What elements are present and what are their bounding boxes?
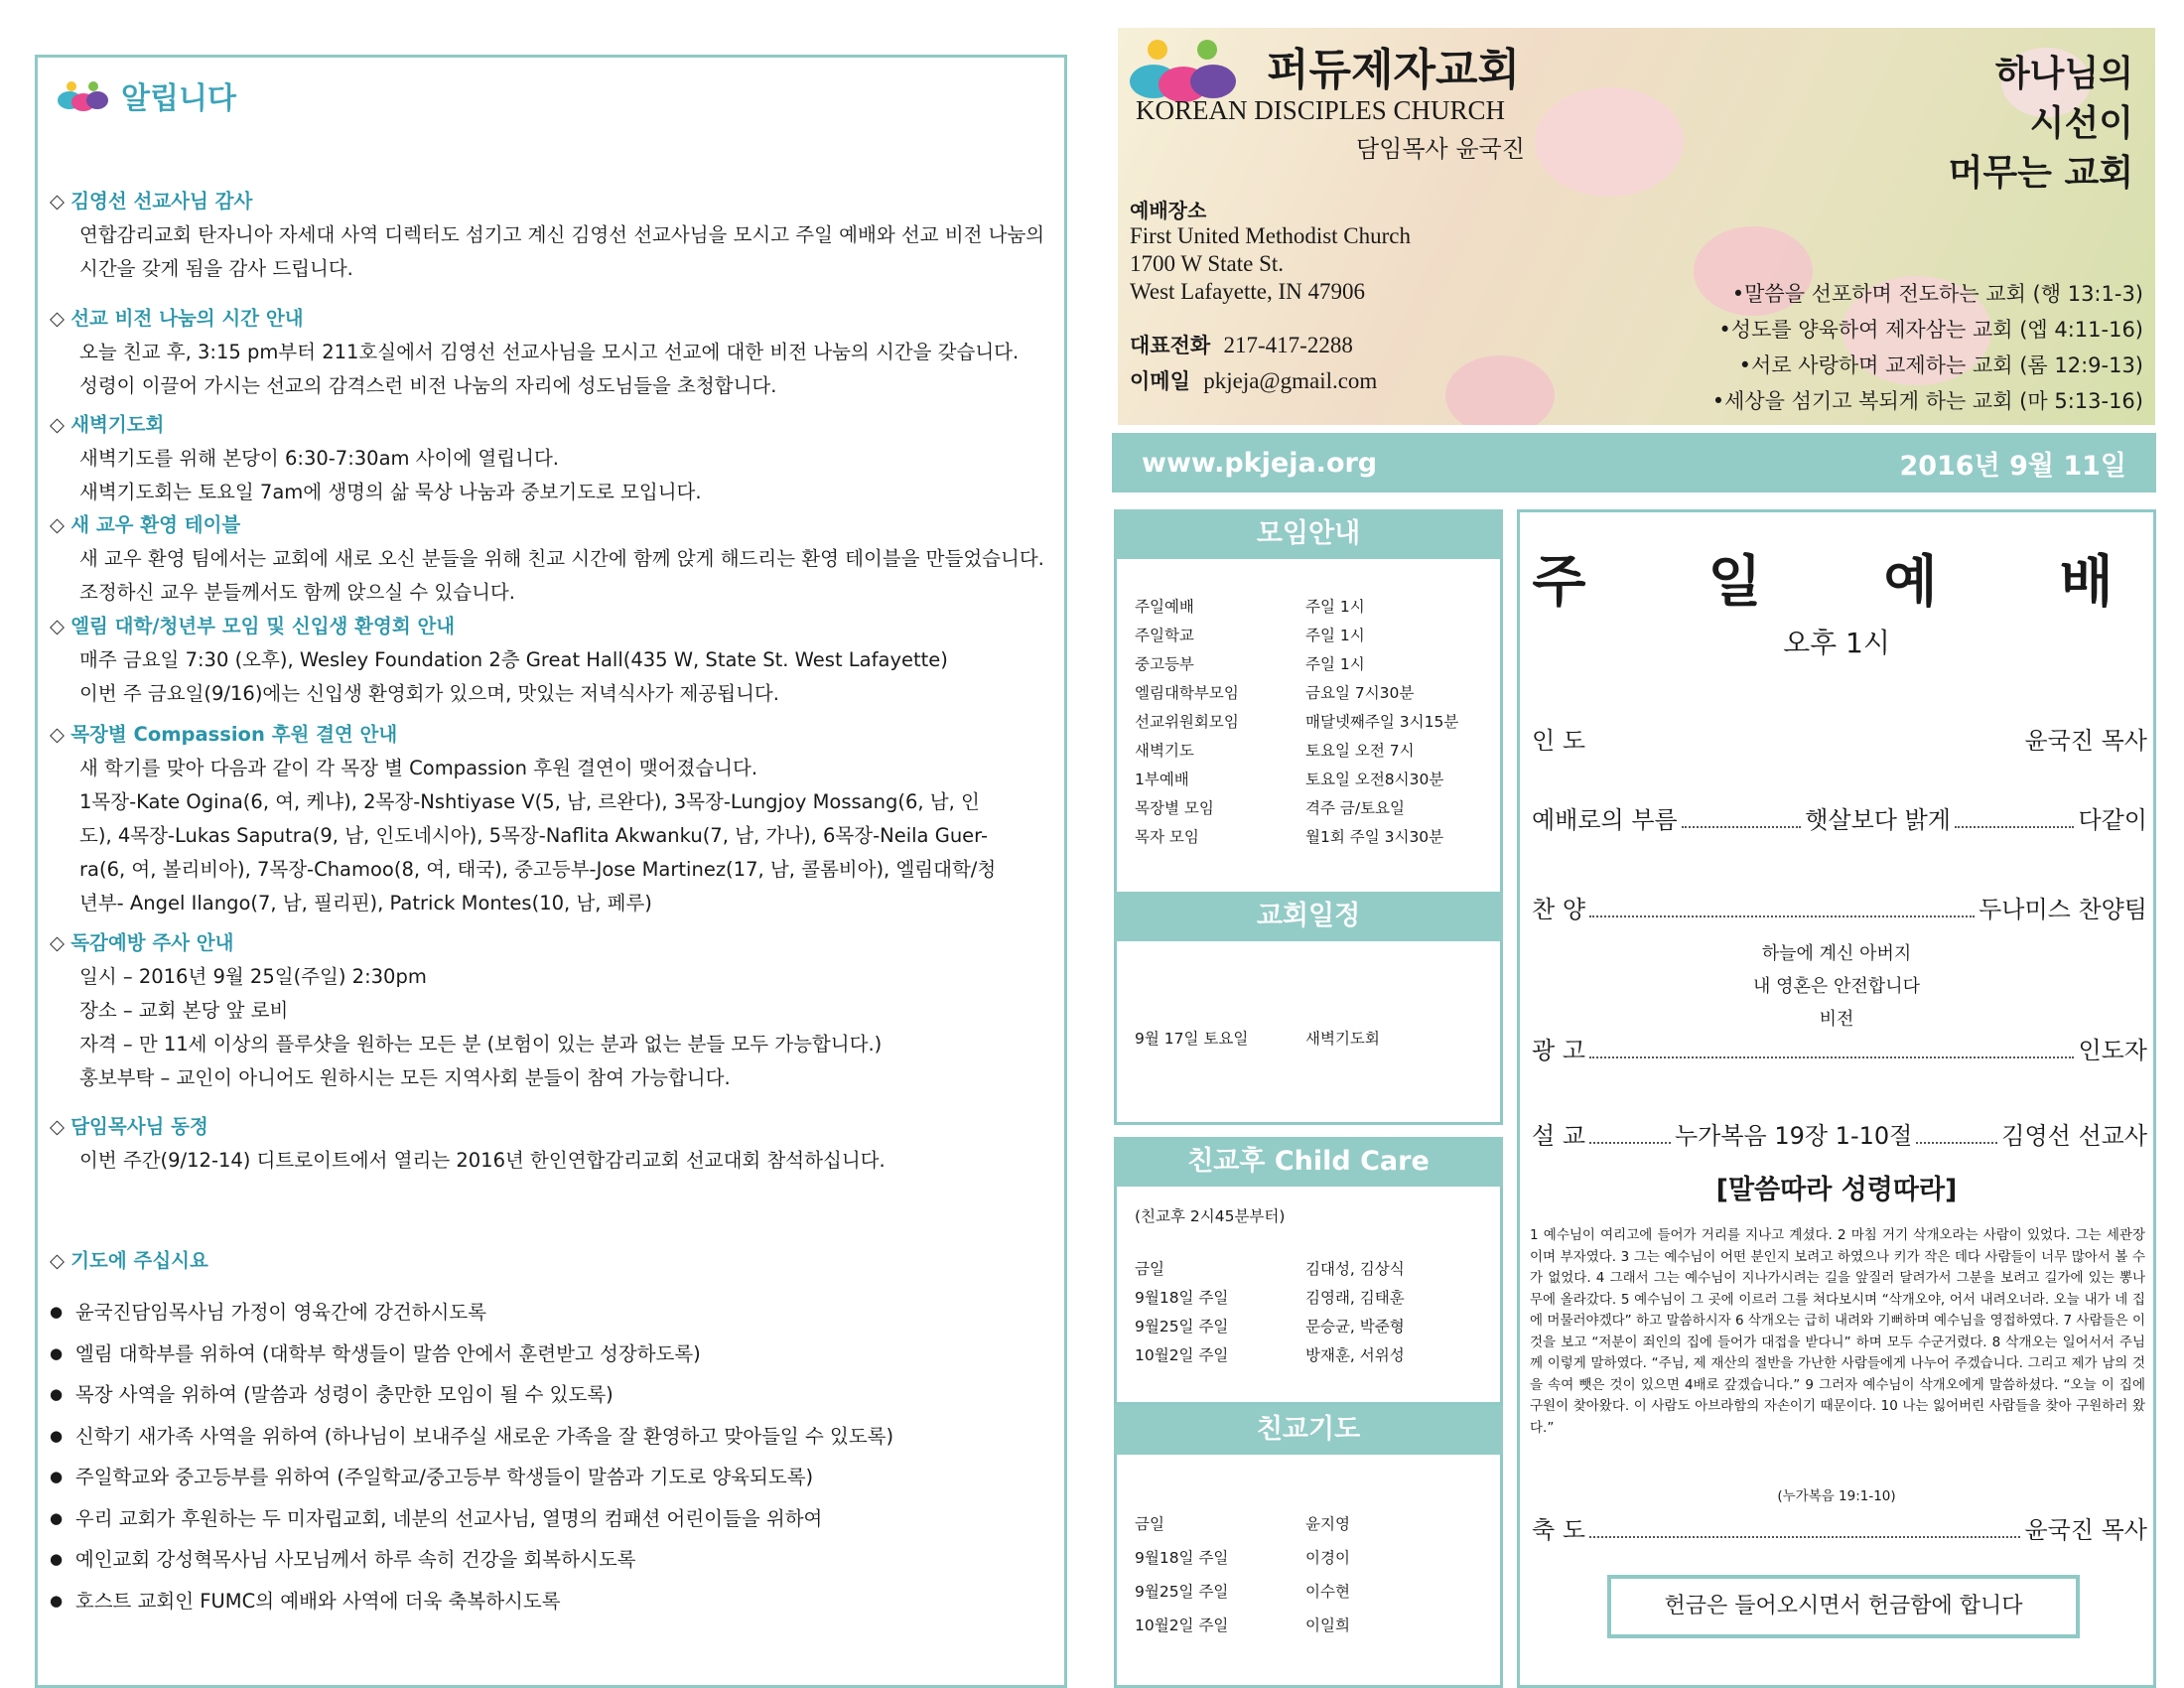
- email-address[interactable]: pkjeja@gmail.com: [1203, 368, 1378, 393]
- venue-label: 예배장소: [1130, 199, 1207, 222]
- meeting-row-label: 엘림대학부모임: [1135, 683, 1239, 702]
- meeting-row-label: 중고등부: [1135, 654, 1194, 673]
- church-logo-icon: [56, 78, 109, 112]
- section-body-line: 장소 – 교회 본당 앞 로비: [79, 999, 289, 1022]
- section-body-line: 연합감리교회 탄자니아 자세대 사역 디렉터도 섬기고 계신 김영선 선교사님을 모시고 주일 예배와 선교 비전 나눔의: [79, 223, 1045, 246]
- motto-line: •서로 사랑하며 교제하는 교회 (롬 12:9-13): [1738, 353, 2143, 377]
- prayer-item: ● 주일학교와 중고등부를 위하여 (주일학교/중고등부 학생들이 말씀과 기도로 양육되도록): [50, 1457, 1052, 1498]
- mottos: [1712, 276, 2143, 419]
- meeting-row-label: 주일학교: [1135, 626, 1194, 644]
- meeting-row: [1117, 764, 1500, 792]
- song-list: [1520, 937, 2153, 1036]
- venue-line: First United Methodist Church: [1130, 223, 1412, 248]
- meeting-row-label: 주일예배: [1135, 597, 1194, 616]
- section-title: ◇ 새벽기도회: [50, 408, 1052, 442]
- leader-name: 윤국진 목사: [2024, 727, 2147, 755]
- phone-label: 대표전화: [1130, 334, 1211, 357]
- phone-number: 217-417-2288: [1223, 333, 1353, 357]
- sermon-text: 누가복음 19장 1-10절: [1674, 1122, 1913, 1150]
- meeting-row-value: 주일 1시: [1305, 626, 1365, 644]
- blessing-by: 윤국진 목사: [2024, 1516, 2147, 1544]
- section-body-line: ra(6, 여, 볼리비아), 7목장-Chamoo(8, 여, 태국), 중고등부-Jose Martinez(17, 남, 콜롬비아), 엘림대학/청: [79, 858, 997, 881]
- bulletin-date: 2016년 9월 11일: [1899, 450, 2126, 482]
- worship-order-panel: [1517, 509, 2156, 1688]
- section-body-line: 1목장-Kate Ogina(6, 여, 케냐), 2목장-Nshtiyase V(5, 남, 르완다), 3목장-Lungjoy Mossang(6, 남, 인: [79, 790, 980, 813]
- church-name-ko: 퍼듀제자교회: [1267, 45, 1521, 95]
- section-body-line: 홍보부탁 – 교인이 아니어도 원하시는 모든 지역사회 분들이 참여 가능합니다.: [79, 1066, 731, 1089]
- childcare-row: [1117, 1253, 1500, 1282]
- call-text: 햇살보다 밝게: [1805, 806, 1951, 834]
- fellowship-prayer-row: [1117, 1608, 1500, 1641]
- meeting-row-value: 주일 1시: [1305, 597, 1365, 616]
- song-item: 내 영혼은 안전합니다: [1753, 976, 1920, 997]
- announcement-section: [50, 610, 1052, 711]
- prayer-item: ● 신학기 새가족 사역을 위하여 (하나님이 보내주실 새로운 가족을 잘 환영하고 맞아들일 수 있도록): [50, 1416, 1052, 1458]
- fellowship-prayer-row-label: 9월25일 주일: [1135, 1583, 1229, 1601]
- schedule-row: [1117, 1023, 1500, 1052]
- sermon-title: [말씀따라 성령따라]: [1715, 1175, 1958, 1205]
- announcement-section: [50, 926, 1052, 1095]
- announcement-section: [50, 302, 1052, 403]
- section-body-line: 일시 – 2016년 9월 25일(주일) 2:30pm: [79, 965, 427, 988]
- motto-line: •말씀을 선포하며 전도하는 교회 (행 13:1-3): [1731, 282, 2143, 306]
- schedule-panel: [1114, 892, 1503, 1125]
- slogan-line: 머무는 교회: [1948, 153, 2133, 194]
- announcements-title: 알립니다: [121, 81, 236, 116]
- fellowship-prayer-row-label: 9월18일 주일: [1135, 1549, 1229, 1567]
- order-sermon: [1532, 1116, 2147, 1151]
- slogan-line: 하나님의: [1994, 54, 2133, 94]
- meeting-row: [1117, 821, 1500, 850]
- fellowship-prayer-row-value: 윤지영: [1305, 1515, 1350, 1533]
- motto-line: •성도를 양육하여 제자삼는 교회 (엡 4:11-16): [1718, 318, 2143, 342]
- meeting-row: [1117, 735, 1500, 764]
- childcare-note: (친교후 2시45분부터): [1135, 1206, 1286, 1225]
- section-body-line: 새 학기를 맞아 다음과 같이 각 목장 별 Compassion 후원 결연이 맺어졌습니다.: [79, 757, 758, 779]
- childcare-row: [1117, 1282, 1500, 1311]
- meeting-row-label: 목자 모임: [1135, 827, 1199, 846]
- scripture-reference: (누가복음 19:1-10): [1777, 1488, 1896, 1504]
- meeting-row-value: 금요일 7시30분: [1305, 683, 1415, 702]
- fellowship-prayer-row: [1117, 1574, 1500, 1608]
- slogan-line: 시선이: [2029, 103, 2133, 144]
- church-header: [1118, 28, 2155, 425]
- announcement-section: [50, 508, 1052, 610]
- prayer-item: ● 우리 교회가 후원하는 두 미자립교회, 네분의 선교사님, 열명의 컴패션 어린이들을 위하여: [50, 1498, 1052, 1540]
- sermon-by: 김영선 선교사: [2001, 1122, 2148, 1150]
- worship-time: 오후 1시: [1783, 627, 1890, 659]
- section-title: ◇ 김영선 선교사님 감사: [50, 185, 1052, 218]
- fellowship-prayer-row-value: 이경이: [1305, 1549, 1350, 1567]
- ann-by: 인도자: [2078, 1037, 2147, 1064]
- fellowship-prayer-row-value: 이수현: [1305, 1583, 1350, 1601]
- meetings-panel: [1114, 509, 1503, 940]
- meeting-row: [1117, 648, 1500, 677]
- childcare-row-label: 금일: [1135, 1259, 1164, 1278]
- prayer-list: [50, 1244, 1052, 1621]
- meeting-row-value: 격주 금/토요일: [1305, 798, 1405, 817]
- announcements-header: [56, 73, 236, 117]
- meeting-row: [1117, 706, 1500, 735]
- sermon-label: 설 교: [1532, 1122, 1585, 1150]
- song-item: 하늘에 계신 아버지: [1761, 943, 1912, 964]
- meeting-row: [1117, 677, 1500, 706]
- prayer-item: ● 목장 사역을 위하여 (말씀과 성령이 충만한 모임이 될 수 있도록): [50, 1374, 1052, 1416]
- meeting-row-value: 토요일 오전8시30분: [1305, 770, 1444, 788]
- section-body-line: 시간을 갖게 됨을 감사 드립니다.: [79, 257, 353, 280]
- meeting-row-value: 월1회 주일 3시30분: [1305, 827, 1444, 846]
- blessing-label: 축 도: [1532, 1516, 1585, 1544]
- fellowship-prayer-row: [1117, 1506, 1500, 1540]
- childcare-row-value: 문승균, 박준형: [1305, 1317, 1405, 1336]
- childcare-panel: [1114, 1137, 1503, 1405]
- venue-line: West Lafayette, IN 47906: [1130, 279, 1366, 304]
- childcare-row-label: 9월25일 주일: [1135, 1317, 1229, 1336]
- call-by: 다같이: [2078, 806, 2147, 834]
- childcare-row-value: 김영래, 김태훈: [1305, 1288, 1405, 1307]
- announcement-section: [50, 185, 1052, 286]
- childcare-row: [1117, 1339, 1500, 1368]
- section-title: ◇ 독감예방 주사 안내: [50, 926, 1052, 960]
- motto-line: •세상을 섬기고 복되게 하는 교회 (마 5:13-16): [1711, 389, 2143, 413]
- fellowship-prayer-row-label: 10월2일 주일: [1135, 1617, 1229, 1634]
- order-announcements: [1532, 1031, 2147, 1065]
- announcements-panel: [35, 55, 1067, 1688]
- announcement-section: [50, 718, 1052, 920]
- song-item: 비전: [1819, 1009, 1854, 1030]
- worship-title: 주 일 예 배: [1532, 550, 2141, 615]
- fellowship-prayer-row: [1117, 1540, 1500, 1574]
- section-body-line: 이번 주 금요일(9/16)에는 신입생 환영회가 있으며, 맛있는 저녁식사가 제공됩니다.: [79, 682, 779, 705]
- section-body-line: 성령이 이끌어 가시는 선교의 감격스런 비전 나눔의 자리에 성도님들을 초청합니다.: [79, 374, 777, 397]
- meeting-row-value: 토요일 오전 7시: [1305, 741, 1415, 760]
- order-praise: [1532, 890, 2147, 924]
- childcare-title: 친교후 Child Care: [1114, 1137, 1503, 1187]
- childcare-row-value: 김대성, 김상식: [1305, 1259, 1405, 1278]
- section-body-line: 오늘 친교 후, 3:15 pm부터 211호실에서 김영선 선교사님을 모시고 선교에 대한 비전 나눔의 시간을 갖습니다.: [79, 341, 1020, 363]
- fellowship-prayer-row-label: 금일: [1135, 1515, 1164, 1533]
- order-leader: [1532, 721, 2147, 756]
- meeting-row-label: 1부예배: [1135, 770, 1189, 788]
- meeting-row: [1117, 792, 1500, 821]
- schedule-title: 교회일정: [1114, 892, 1503, 941]
- section-body-line: 이번 주간(9/12-14) 디트로이트에서 열리는 2016년 한인연합감리교회 선교대회 참석하십니다.: [79, 1149, 886, 1172]
- childcare-row-value: 방재훈, 서위성: [1305, 1345, 1405, 1364]
- email-label: 이메일: [1130, 369, 1190, 393]
- meeting-row-value: 주일 1시: [1305, 654, 1365, 673]
- section-title: ◇ 새 교우 환영 테이블: [50, 508, 1052, 542]
- childcare-row: [1117, 1311, 1500, 1339]
- announcement-section: [50, 1110, 1052, 1178]
- prayer-item: ● 엘림 대학부를 위하여 (대학부 학생들이 말씀 안에서 훈련받고 성장하도록): [50, 1334, 1052, 1375]
- meeting-row-value: 매달넷째주일 3시15분: [1305, 712, 1459, 731]
- section-body-line: 매주 금요일 7:30 (오후), Wesley Foundation 2층 Great Hall(435 W, State St. West Lafayette): [79, 648, 948, 671]
- church-name-en: KOREAN DISCIPLES CHURCH: [1136, 95, 1506, 125]
- section-body-line: 새벽기도를 위해 본당이 6:30-7:30am 사이에 열립니다.: [79, 447, 559, 470]
- section-body-line: 년부- Angel Ilango(7, 남, 필리핀), Patrick Montes(10, 남, 페루): [79, 892, 652, 914]
- prayer-item: ● 윤국진담임목사님 가정이 영육간에 강건하시도록: [50, 1292, 1052, 1334]
- leader-label: 인 도: [1532, 727, 1585, 755]
- section-body-line: 새 교우 환영 팀에서는 교회에 새로 오신 분들을 위해 친교 시간에 함께 앉게 해드리는 환영 테이블을 만들었습니다.: [79, 547, 1044, 570]
- call-label: 예배로의 부름: [1532, 806, 1678, 834]
- section-title: ◇ 엘림 대학/청년부 모임 및 신입생 환영회 안내: [50, 610, 1052, 643]
- fellowship-prayer-row-value: 이일희: [1305, 1617, 1350, 1634]
- slogan: [1949, 50, 2133, 199]
- meeting-row: [1117, 591, 1500, 620]
- childcare-row-label: 9월18일 주일: [1135, 1288, 1229, 1307]
- praise-label: 찬 양: [1532, 896, 1585, 923]
- announcement-section: [50, 408, 1052, 509]
- offering-note: 헌금은 들어오시면서 헌금함에 합니다: [1607, 1575, 2080, 1638]
- fellowship-prayer-panel: [1114, 1405, 1503, 1688]
- prayer-title: ◇ 기도에 주십시요: [50, 1244, 1052, 1278]
- section-body-line: 새벽기도회는 토요일 7am에 생명의 삶 묵상 나눔과 중보기도로 모입니다.: [79, 481, 702, 503]
- childcare-row-label: 10월2일 주일: [1135, 1345, 1229, 1364]
- url-date-bar: [1112, 433, 2156, 492]
- order-call: [1532, 800, 2147, 835]
- schedule-row-value: 새벽기도회: [1305, 1029, 1380, 1048]
- venue-address: [1130, 222, 1411, 306]
- meetings-title: 모임안내: [1114, 509, 1503, 559]
- pastor-name: 담임목사 윤국진: [1356, 135, 1525, 163]
- meeting-row: [1117, 620, 1500, 648]
- section-body-line: 조정하신 교우 분들께서도 함께 앉으실 수 있습니다.: [79, 581, 515, 604]
- section-title: ◇ 선교 비전 나눔의 시간 안내: [50, 302, 1052, 336]
- section-body-line: 도), 4목장-Lukas Saputra(9, 남, 인도네시아), 5목장-Naflita Akwanku(7, 남, 가나), 6목장-Neila Guer-: [79, 824, 988, 847]
- fellowship-prayer-title: 친교기도: [1114, 1405, 1503, 1455]
- website-link[interactable]: www.pkjeja.org: [1142, 447, 1378, 479]
- section-title: ◇ 담임목사님 동정: [50, 1110, 1052, 1144]
- prayer-item: ● 호스트 교회인 FUMC의 예배와 사역에 더욱 축복하시도록: [50, 1581, 1052, 1622]
- order-benediction: [1532, 1510, 2147, 1545]
- ann-label: 광 고: [1532, 1037, 1585, 1064]
- meeting-row-label: 선교위원회모임: [1135, 712, 1239, 731]
- section-body-line: 자격 – 만 11세 이상의 플루샷을 원하는 모든 분 (보험이 있는 분과 없는 분들 모두 가능합니다.): [79, 1033, 883, 1055]
- venue-line: 1700 W State St.: [1130, 251, 1285, 276]
- meeting-row-label: 새벽기도: [1135, 741, 1194, 760]
- prayer-item: ● 예인교회 강성혁목사님 사모님께서 하루 속히 건강을 회복하시도록: [50, 1539, 1052, 1581]
- meeting-row-label: 목장별 모임: [1135, 798, 1214, 817]
- scripture-text: 1 예수님이 여리고에 들어가 거리를 지나고 계셨다. 2 마침 거기 삭개오라는 사람이 있었다. 그는 세관장이며 부자였다. 3 그는 예수님이 어떤 분인지 보려고 하였으나 키가 작은 데다 사람들이 너무 많아서 볼 수 가 없었다. 4 그래서 그는 예수님이 지나가시려는 길을 앞질러 달려가서 그분을 보려고 길가에 있는 뽕나무에 올라갔다. 5 예수님이 그 곳에 이르러 그를 쳐다보시며 “삭개오야, 어서 내려오너라. 오늘 내가 네 집에 머물러야겠다” 하고 말씀하시자 6 삭개오는 급히 내려와 기뻐하며 예수님을 영접하였다. 7 사람들은 이것을 보고 “저분이 죄인의 집에 들어가 대접을 받다니” 하며 모두 수군거렸다. 8 삭개오는 일어서서 주님께 이렇게 말하였다. “주님, 제 재산의 절반을 가난한 사람들에게 나누어 주겠습니다. 그리고 제가 남의 것을 속여 뺏은 것이 있으면 4배로 갚겠습니다.” 9 그러자 예수님이 삭개오에게 말씀하셨다. “오늘 이 집에 구원이 찾아왔다. 이 사람도 아브라함의 자손이기 때문이다. 10 나는 잃어버린 사람들을 찾아 구원하러 왔다.”: [1530, 1227, 2145, 1436]
- section-title: ◇ 목장별 Compassion 후원 결연 안내: [50, 718, 1052, 752]
- schedule-row-label: 9월 17일 토요일: [1135, 1029, 1249, 1048]
- praise-by: 두나미스 찬양팀: [1979, 896, 2147, 923]
